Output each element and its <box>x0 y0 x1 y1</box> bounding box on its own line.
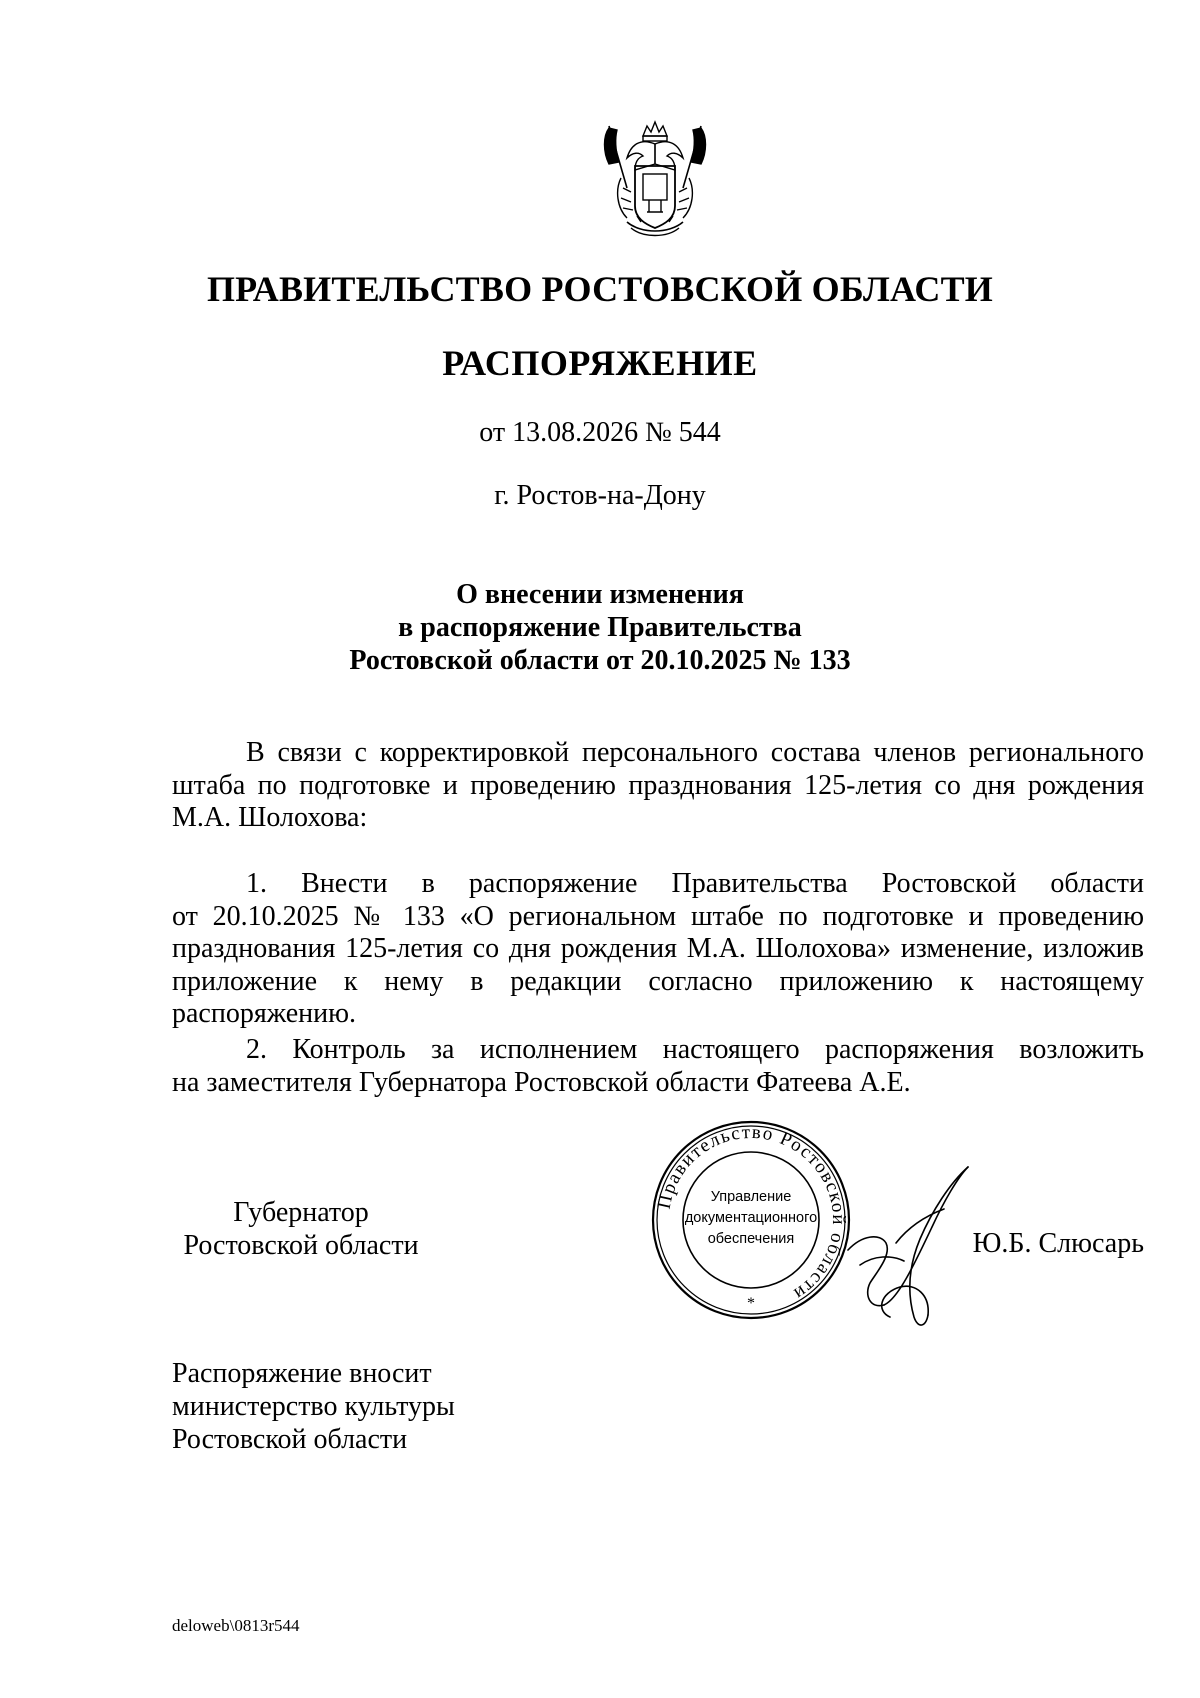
text-line: штаба по подготовке и проведению празднования 125-летия со дня рождения <box>172 769 1144 801</box>
coat-of-arms-icon <box>597 118 713 240</box>
official-seal-stamp <box>651 1120 851 1320</box>
submitted-by-line: Распоряжение вносит <box>172 1358 432 1389</box>
handwritten-signature <box>840 1155 980 1335</box>
signer-name: Ю.Б. Слюсарь <box>972 1228 1144 1259</box>
submitted-by-block <box>172 1357 455 1456</box>
signer-title-line: Ростовской области <box>183 1230 419 1261</box>
stamp-center-line: обеспечения <box>707 1231 795 1247</box>
document-city: г. Ростов-на-Дону <box>494 480 706 511</box>
text-line: В связи с корректировкой персонального состава членов регионального <box>246 737 1144 768</box>
document-type: РАСПОРЯЖЕНИЕ <box>442 343 758 383</box>
stamp-center-line: документационного <box>684 1210 818 1226</box>
subject-line: в распоряжение Правительства <box>398 612 802 643</box>
subject-line: О внесении изменения <box>456 579 744 610</box>
text-line: приложение к нему в редакции согласно приложению к настоящему <box>172 965 1144 997</box>
text-line: М.А. Шолохова: <box>172 802 368 833</box>
text-line: на заместителя Губернатора Ростовской области Фатеева А.Е. <box>172 1066 911 1098</box>
text-line: празднования 125-летия со дня рождения М.А. Шолохова» изменение, изложив <box>172 933 1144 964</box>
point-2-paragraph <box>172 1034 1144 1099</box>
signer-title-line: Губернатор <box>233 1197 369 1228</box>
text-line: 1. Внести в распоряжение Правительства Ростовской области <box>246 868 1144 899</box>
document-subject <box>0 578 1200 677</box>
government-title: ПРАВИТЕЛЬСТВО РОСТОВСКОЙ ОБЛАСТИ <box>206 269 994 309</box>
preamble-paragraph <box>172 737 1144 835</box>
document-code: deloweb\0813r544 <box>172 1616 300 1635</box>
stamp-center-line: Управление <box>710 1189 792 1205</box>
submitted-by-line: министерство культуры <box>172 1391 455 1422</box>
point-1-paragraph <box>172 868 1144 1031</box>
text-line: от 20.10.2025 № 133 «О региональном штабе по подготовке и проведению <box>172 900 1144 932</box>
stamp-ring-text: Правительство Ростовской области <box>653 1121 850 1305</box>
subject-line: Ростовской области от 20.10.2025 № 133 <box>349 645 851 676</box>
text-line: распоряжению. <box>172 998 357 1029</box>
document-date-number: от 13.08.2026 № 544 <box>479 417 721 448</box>
stamp-star: * <box>747 1295 755 1312</box>
text-line: 2. Контроль за исполнением настоящего распоряжения возложить <box>246 1034 1144 1065</box>
submitted-by-line: Ростовской области <box>172 1424 408 1455</box>
signer-title <box>176 1196 426 1262</box>
